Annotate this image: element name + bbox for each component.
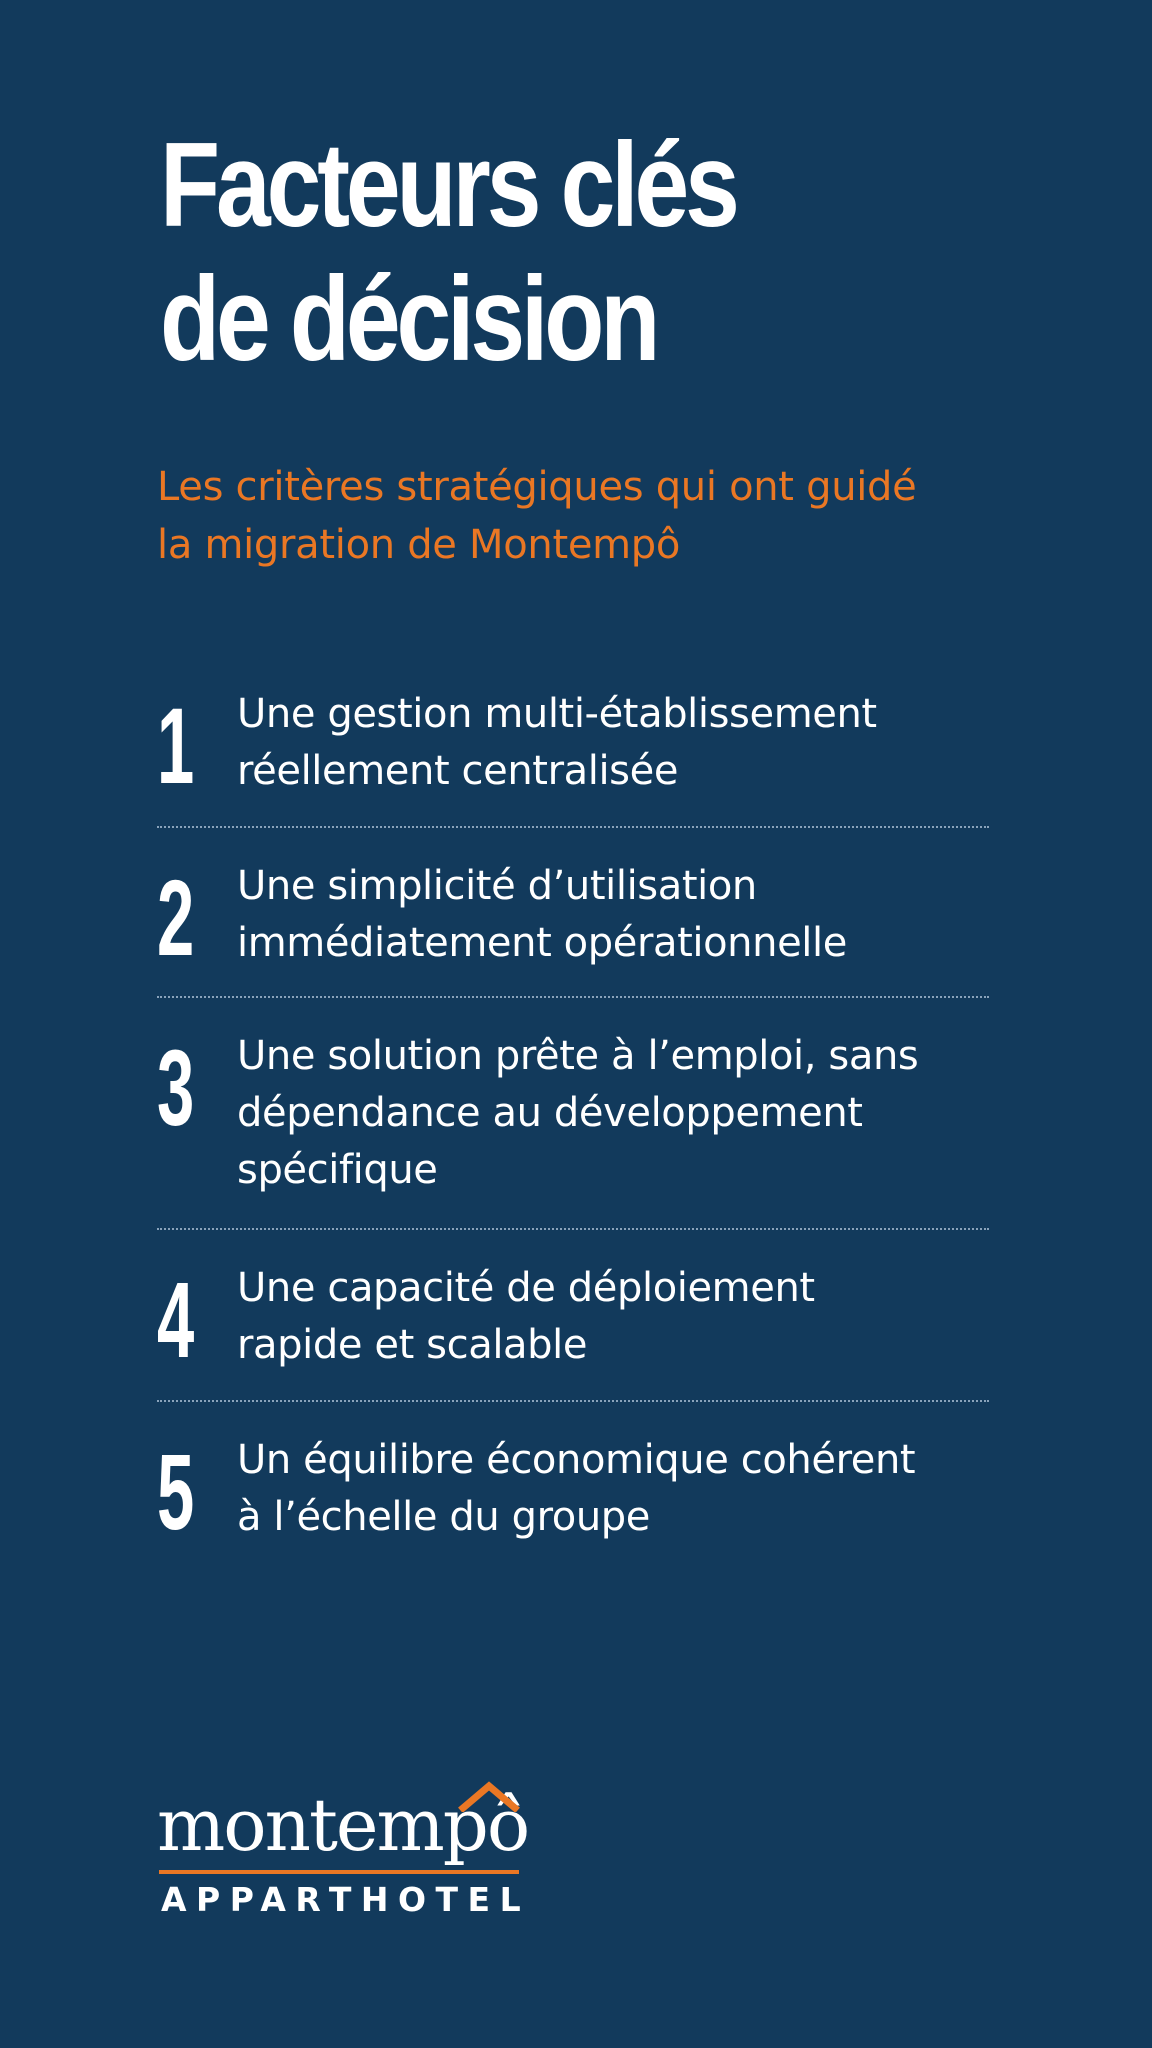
factor-text-line: immédiatement opérationnelle [237,920,847,966]
list-item [157,998,989,1230]
factor-number: 1 [157,685,195,806]
montempo-logo [157,1780,537,1920]
decision-factors-list [157,672,989,1562]
factor-text [237,1432,997,1546]
subtitle-line-2: la migration de Montempô [157,522,681,568]
factor-text [237,1260,997,1374]
factor-text [237,1028,997,1199]
subtitle-line-1: Les critères stratégiques qui ont guidé [157,464,917,510]
list-item [157,672,989,828]
factor-text-line: Un équilibre économique cohérent [237,1437,916,1483]
factor-number: 2 [157,857,195,978]
list-item [157,1402,989,1562]
factor-text-line: Une capacité de déploiement [237,1265,815,1311]
factor-number: 5 [157,1431,195,1552]
factor-text-line: réellement centralisée [237,748,679,794]
factor-text-line: Une solution prête à l’emploi, sans [237,1033,919,1079]
factor-number: 4 [157,1259,195,1380]
page-title [160,118,882,386]
factor-text-line: à l’échelle du groupe [237,1494,651,1540]
subtitle [157,458,1017,574]
factor-text-line: Une gestion multi-établissement [237,691,877,737]
factor-text [237,858,997,972]
factor-text-line: Une simplicité d’utilisation [237,863,757,909]
roof-icon [457,1780,521,1812]
title-line-1: Facteurs clés [160,118,736,252]
factor-text-line: dépendance au développement [237,1090,863,1136]
logo-underline [159,1870,519,1874]
title-line-2: de décision [160,252,657,386]
factor-text-line: rapide et scalable [237,1322,588,1368]
factor-text-line: spécifique [237,1147,438,1193]
logo-wordmark: montempô [157,1783,529,1867]
list-item [157,828,989,998]
list-item [157,1230,989,1402]
factor-number: 3 [157,1027,195,1148]
logo-tagline: APPARTHOTEL [161,1880,531,1919]
factor-text [237,686,997,800]
